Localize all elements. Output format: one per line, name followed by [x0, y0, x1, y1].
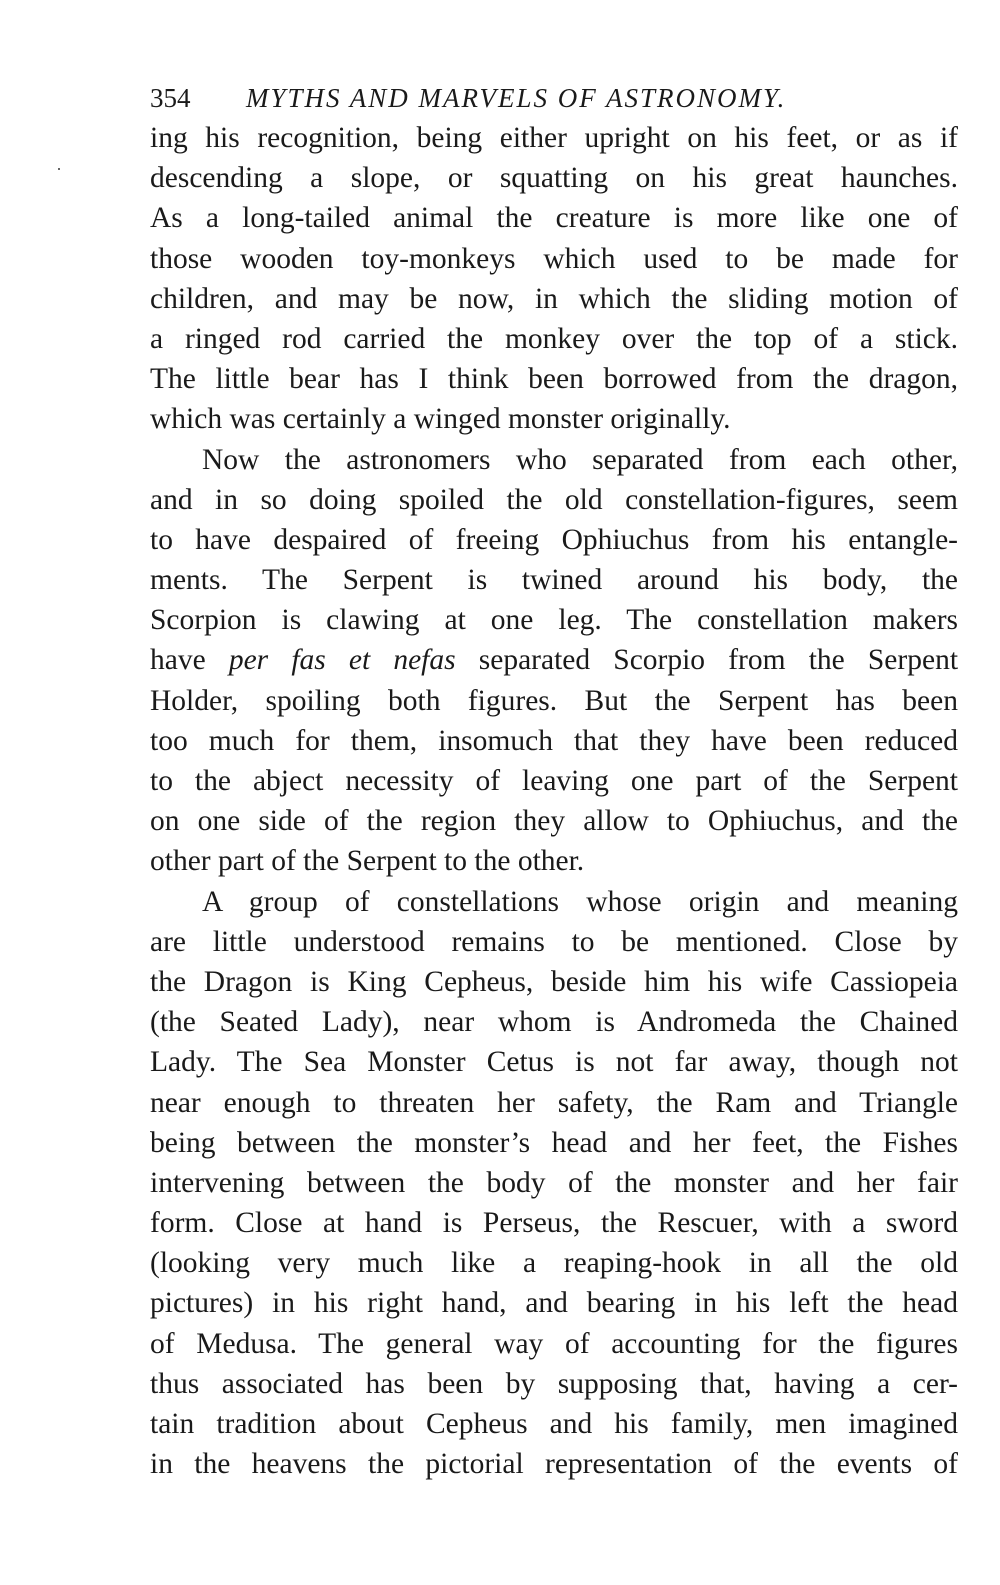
text-fragment: have [150, 644, 206, 677]
text-line: being between the monster’s head and her feet, the Fishes [150, 1126, 958, 1159]
text-line: A group of constellations whose origin and meaning [202, 885, 958, 918]
text-line: descending a slope, or squatting on his great haunches. [150, 162, 958, 195]
text-line: thus associated has been by supposing that, having a cer- [150, 1367, 958, 1400]
text-line: Scorpion is clawing at one leg. The constellation makers [150, 604, 958, 637]
text-line: of Medusa. The general way of accounting for the figures [150, 1327, 958, 1360]
text-line: other part of the Serpent to the other. [150, 845, 585, 878]
text-line: to have despaired of freeing Ophiuchus from his entangle- [150, 523, 958, 556]
text-line: children, and may be now, in which the sliding motion of [150, 282, 958, 315]
text-line: As a long-tailed animal the creature is more like one of [150, 202, 958, 235]
text-line: which was certainly a winged monster originally. [150, 403, 731, 436]
text-line: Now the astronomers who separated from each other, [202, 443, 958, 476]
page-number: 354 [150, 83, 191, 113]
text-line: and in so doing spoiled the old constellation-figures, seem [150, 483, 958, 516]
text-line: those wooden toy-monkeys which used to be made for [150, 242, 958, 275]
text-line: intervening between the body of the monster and her fair [150, 1166, 958, 1199]
text-line: to the abject necessity of leaving one part of the Serpent [150, 765, 958, 797]
text-line: ing his recognition, being either upright on his feet, or as if [150, 122, 958, 154]
running-title: MYTHS AND MARVELS OF ASTRONOMY. [246, 83, 787, 113]
text-line-with-italic [150, 640, 958, 680]
book-page [150, 78, 958, 1484]
italic-phrase: per fas et nefas [228, 644, 456, 677]
text-line: Lady. The Sea Monster Cetus is not far away, though not [150, 1046, 958, 1079]
text-line: (the Seated Lady), near whom is Andromeda the Chained [150, 1006, 958, 1039]
text-fragment: separated Scorpio from the Serpent [478, 644, 959, 677]
text-line: tain tradition about Cepheus and his family, men imagined [150, 1408, 958, 1440]
text-line: The little bear has I think been borrowed from the dragon, [150, 363, 958, 396]
text-line: a ringed rod carried the monkey over the top of a stick. [150, 322, 958, 355]
text-line: too much for them, insomuch that they have been reduced [150, 724, 958, 757]
text-line: are little understood remains to be mentioned. Close by [150, 925, 958, 958]
text-line: near enough to threaten her safety, the Ram and Triangle [150, 1086, 958, 1119]
text-line: ments. The Serpent is twined around his body, the [150, 564, 958, 597]
body-text [150, 118, 958, 1484]
text-line: form. Close at hand is Perseus, the Rescuer, with a sword [150, 1207, 958, 1240]
text-line: on one side of the region they allow to Ophiuchus, and the [150, 805, 958, 838]
text-line: the Dragon is King Cepheus, beside him his wife Cassiopeia [150, 965, 958, 998]
text-line: (looking very much like a reaping-hook in all the old [150, 1247, 958, 1280]
text-line: Holder, spoiling both figures. But the Serpent has been [150, 684, 958, 717]
text-line: in the heavens the pictorial representation of the events of [150, 1448, 958, 1481]
running-head [150, 78, 958, 118]
margin-mark [58, 168, 60, 170]
text-line: pictures) in his right hand, and bearing in his left the head [150, 1287, 958, 1320]
